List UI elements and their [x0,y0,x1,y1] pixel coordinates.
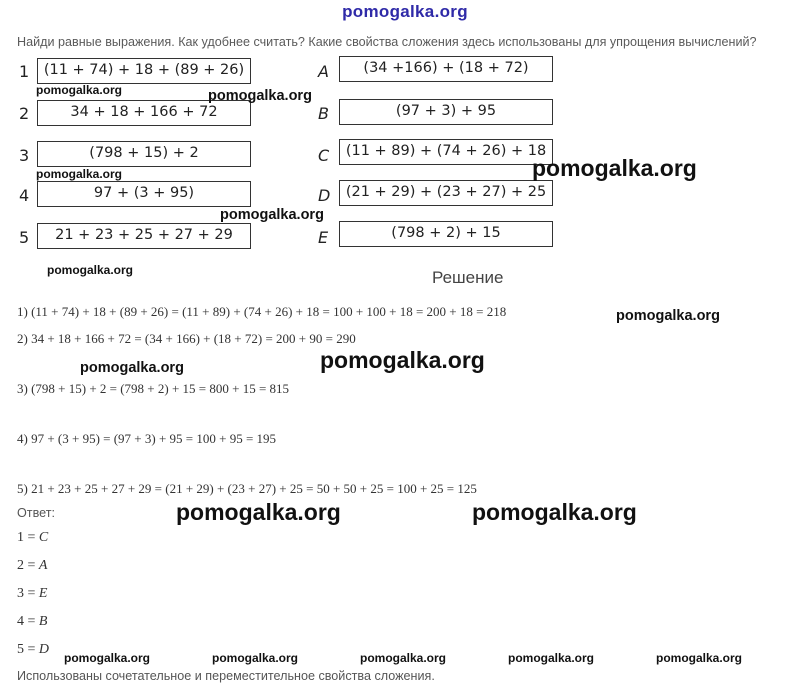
expression-box-c: (11 + 89) + (74 + 26) + 18 [339,139,553,165]
site-logo[interactable]: pomogalka.org [342,2,468,21]
item-number-3: 3 [19,146,30,165]
watermark-text: pomogalka.org [80,360,184,376]
expression-box-a: (34 +166) + (18 + 72) [339,56,553,82]
expression-box-d: (21 + 29) + (23 + 27) + 25 [339,180,553,206]
watermark-text: pomogalka.org [320,347,485,373]
expression-box-3: (798 + 15) + 2 [37,141,251,167]
item-number-4: 4 [19,186,30,205]
watermark-text: pomogalka.org [36,167,123,181]
item-letter-a: A [318,62,329,81]
answer-line-2: 2 = A [17,558,48,573]
expression-box-1: (11 + 74) + 18 + (89 + 26) [37,58,251,84]
answer-line-3: 3 = E [17,586,48,601]
expression-box-e: (798 + 2) + 15 [339,221,553,247]
watermark-text: pomogalka.org [176,499,341,525]
answer-title: Ответ: [17,506,55,520]
expression-box-2: 34 + 18 + 166 + 72 [37,100,251,126]
item-number-2: 2 [19,104,30,123]
solution-heading: Решение [432,268,504,287]
solution-line-1: 1) (11 + 74) + 18 + (89 + 26) = (11 + 89) + (74 + 26) + 18 = 100 + 100 + 18 = 200 + 18 = 218 [17,304,507,319]
solution-line-5: 5) 21 + 23 + 25 + 27 + 29 = (21 + 29) + (23 + 27) + 25 = 50 + 50 + 25 = 100 + 25 = 125 [17,481,477,496]
watermark-text: pomogalka.org [64,651,151,665]
expression-box-5: 21 + 23 + 25 + 27 + 29 [37,223,251,249]
solution-line-2: 2) 34 + 18 + 166 + 72 = (34 + 166) + (18 + 72) = 200 + 90 = 290 [17,331,356,346]
answer-line-5: 5 = D [17,642,50,657]
solution-line-4: 4) 97 + (3 + 95) = (97 + 3) + 95 = 100 + 95 = 195 [17,431,277,446]
watermark-text: pomogalka.org [472,499,637,525]
expression-box-b: (97 + 3) + 95 [339,99,553,125]
answer-line-1: 1 = C [17,530,49,545]
item-number-5: 5 [19,228,30,247]
watermark-text: pomogalka.org [212,651,299,665]
watermark-text: pomogalka.org [532,155,697,181]
final-statement: Использованы сочетательное и переместительное свойства сложения. [17,669,435,683]
task-text: Найди равные выражения. Как удобнее считать? Какие свойства сложения здесь использованы для упрощения вычислений? [17,35,757,49]
answer-line-4: 4 = B [17,614,48,629]
watermark-text: pomogalka.org [656,651,743,665]
item-letter-d: D [318,186,331,205]
solution-line-3: 3) (798 + 15) + 2 = (798 + 2) + 15 = 800 + 15 = 815 [17,381,290,396]
watermark-text: pomogalka.org [508,651,595,665]
watermark-text: pomogalka.org [616,308,720,324]
watermark-text: pomogalka.org [36,83,123,97]
watermark-text: pomogalka.org [47,263,134,277]
item-letter-e: E [318,228,329,247]
watermark-text: pomogalka.org [360,651,447,665]
watermark-text: pomogalka.org [220,207,324,223]
watermark-text: pomogalka.org [208,88,312,104]
item-letter-c: C [318,146,330,165]
item-letter-b: B [318,104,329,123]
item-number-1: 1 [19,62,30,81]
expression-box-4: 97 + (3 + 95) [37,181,251,207]
